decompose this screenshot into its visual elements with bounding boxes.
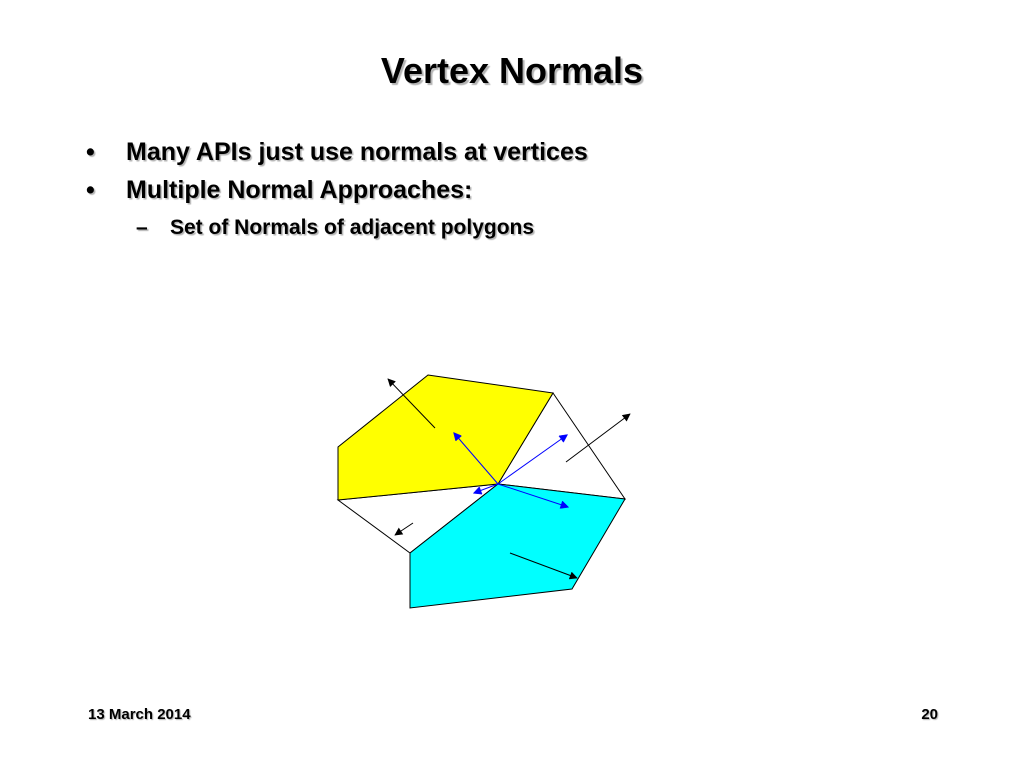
sub-bullet-marker: – xyxy=(136,216,148,239)
sub-bullet-text: Set of Normals of adjacent polygons xyxy=(170,216,535,239)
bullet-text: Multiple Normal Approaches: xyxy=(126,176,473,204)
bullet-marker: • xyxy=(86,138,95,166)
bullet-marker: • xyxy=(86,176,95,204)
bullet-text: Many APIs just use normals at vertices xyxy=(126,138,588,166)
footer-date: 13 March 2014 xyxy=(88,706,191,723)
slide-title: Vertex Normals xyxy=(380,50,644,91)
page-number: 20 xyxy=(921,706,938,723)
